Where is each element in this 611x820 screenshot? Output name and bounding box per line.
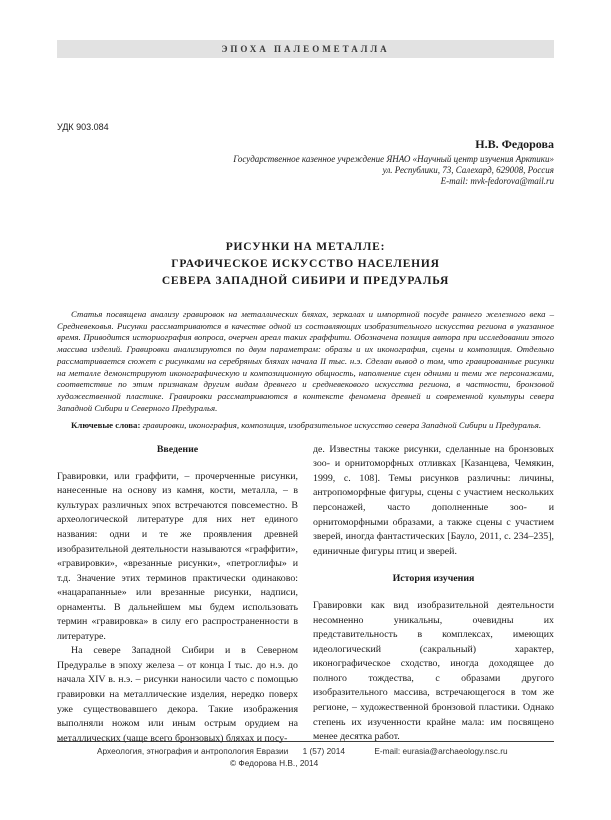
section-rubric-band [57, 40, 554, 58]
author-email: E-mail: mvk-fedorova@mail.ru [440, 176, 554, 186]
footer-copyright: © Федорова Н.В., 2014 [230, 758, 319, 768]
body-paragraph: Гравировки как вид изобразительной деятельности несомненно уникальны, очевидны их представительность в комплексах, имеющих идеологический (сакральный) характер, иконографическое сходство, иногда доходящее до полного тождества, с образами другого изобразительного массива, встречающегося в том же регионе, – художественной бронзовой пластики. Однако степень их изученности крайне мала: им посвящено менее десятка работ. [313, 600, 554, 743]
left-column [57, 443, 298, 746]
body-paragraph: На севере Западной Сибири и в Северном Предуралье в эпоху железа – от конца I тыс. до н.э. до начала XIV в. н.э. – рисунки наносили часто с помощью гравировки на металлические изделия, нередко поверх уже существовавшего декора. Такие изображения выполняли ножом или иным острым орудием на металлических (чаще всего бронзовых) бляхах и посу- [57, 645, 298, 744]
section-heading-introduction: Введение [156, 443, 199, 455]
abstract-paragraph: Статья посвящена анализу гравировок на металлических бляхах, зеркалах и импортной посуде раннего железного века – Средневековья. Рисунки рассматриваются в качестве одной из составляющих изобразительного искусства региона в указанное время. Приводится историография вопроса, очерчен ареал таких граффити. Обозначена позиция автора при исследовании этого массива изделий. Гравировки анализируются по двум параметрам: образы и их иконография, сцены и композиция. Отдельно рассматривается сюжет с рисунками на серебряных бляхах начала II тыс. н.э. Сделан вывод о том, что гравированные рисунки на металле демонстрируют иконографическую и композиционную общность, наполнение сцен одними и теми же персонажами, соответствие по этим признакам другим видам древнего и средневекового искусства региона, в частности, бронзовой художественной пластике. Гравировки рассматриваются в контексте феномена древней и современной культуры севера Западной Сибири и Северного Предуралья. [57, 309, 554, 413]
footer-journal-name: Археология, этнография и антропология Евразии [97, 746, 289, 756]
author-block [57, 137, 554, 187]
keywords-list: гравировки, иконография, композиция, изобразительное искусство севера Западной Сибири и Предуралья. [142, 420, 542, 431]
right-column [313, 443, 554, 746]
article-title [57, 239, 554, 290]
two-column-body [57, 443, 554, 746]
affiliation-institution: Государственное казенное учреждение ЯНАО «Научный центр изучения Арктики» [233, 154, 554, 164]
section-rubric-label: ЭПОХА ПАЛЕОМЕТАЛЛА [221, 44, 390, 54]
affiliation-address: ул. Республики, 73, Салехард, 629008, Россия [382, 165, 554, 175]
footer-divider [57, 741, 554, 742]
body-paragraph: Гравировки, или граффити, – прочерченные рисунки, нанесенные на основу из камня, кости, металла, – в культурах различных эпох встречаются повсеместно. В археологической литературе для них нет единого названия: одни и те же проявления древней изобразительной деятельности называются «граффити», «гравировки», «врезанные рисунки», «петроглифы» и т.д. Значение этих терминов практически одинаково: «нацарапанные» или врезанные рисунки, надписи, орнаменты. В дальнейшем мы будем использовать термин «гравировка» в силу его распространенности в литературе. [57, 470, 298, 642]
author-affiliation [57, 154, 554, 187]
page-content [57, 40, 554, 746]
section-heading-history: История изучения [392, 573, 475, 585]
article-title-line-3: СЕВЕРА ЗАПАДНОЙ СИБИРИ И ПРЕДУРАЛЬЯ [161, 275, 450, 287]
footer-email: E-mail: eurasia@archaeology.nsc.ru [374, 746, 508, 756]
keywords-paragraph [57, 420, 554, 432]
keywords-label: Ключевые слова: [71, 420, 141, 431]
article-title-line-2: ГРАФИЧЕСКОЕ ИСКУССТВО НАСЕЛЕНИЯ [171, 258, 440, 270]
author-name: Н.В. Федорова [475, 137, 554, 151]
udc-code: УДК 903.084 [57, 122, 109, 132]
footer-journal-line [97, 746, 508, 756]
body-paragraph: де. Известны также рисунки, сделанные на бронзовых зоо- и орнитоморфных отливках [Казанцева, Чемякин, 1999, с. 108]. Темы рисунков различны: личины, антропоморфные фигуры, сцены с участием нескольких персонажей, часто дополненные зоо- и орнитоморфными образами, а также сцены с участием зверей, иногда фантастических [Бауло, 2011, с. 234–235], единичные фигуры птиц и зверей. [313, 443, 554, 557]
article-title-line-1: РИСУНКИ НА МЕТАЛЛЕ: [225, 241, 386, 253]
footer-issue-number: 1 (57) 2014 [302, 746, 346, 756]
